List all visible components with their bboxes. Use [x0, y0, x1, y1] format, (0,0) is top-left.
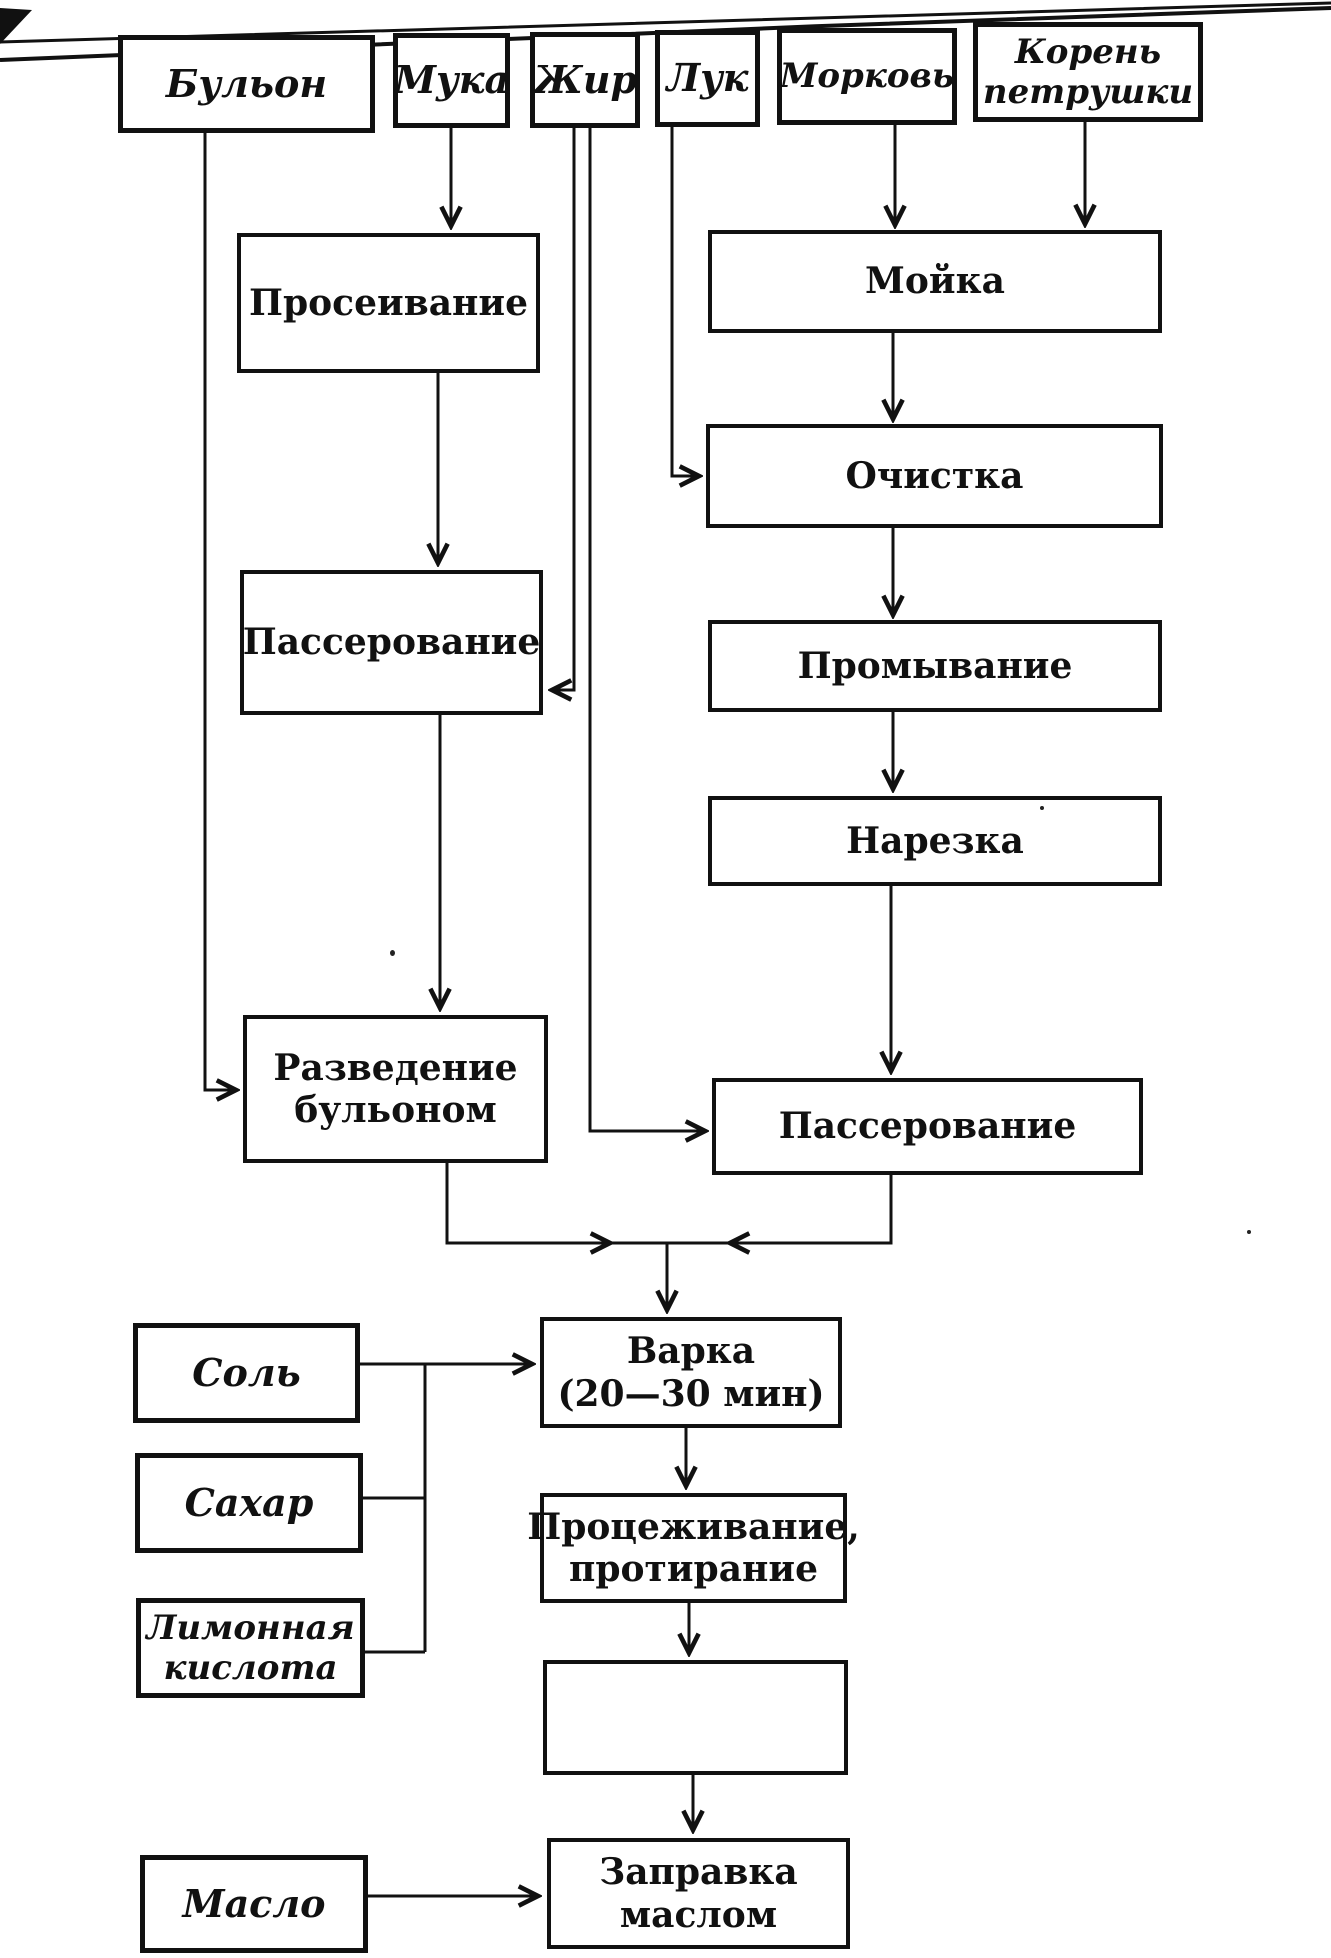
- ingredient-bulon: [118, 35, 375, 133]
- step-procezh-line2: протирание: [569, 1548, 818, 1590]
- connector-bulon-razved: [205, 133, 236, 1090]
- ingredient-morkov: [777, 28, 957, 125]
- step-narezka: [708, 796, 1162, 886]
- step-varka: [540, 1317, 842, 1428]
- ingredient-sahar: [135, 1453, 363, 1553]
- ink-speck: [1040, 806, 1044, 810]
- ingredient-koren-petrushki: [973, 22, 1203, 122]
- step-passerovanie-muka-label: Пассерование: [242, 621, 541, 664]
- ingredient-muka-label: Мука: [393, 57, 510, 103]
- step-promyvanie-label: Промывание: [797, 644, 1073, 687]
- step-passerovanie-muka: [240, 570, 543, 715]
- step-varka-line2: (20—30 мин): [557, 1372, 825, 1415]
- step-proseivanie: [237, 233, 540, 373]
- step-empty-box: [543, 1660, 848, 1775]
- ingredient-koren-line1: Корень: [1014, 31, 1162, 72]
- step-passerovanie-ovoshchi: [712, 1078, 1143, 1175]
- ingredient-morkov-label: Морковь: [779, 56, 955, 97]
- step-promyvanie: [708, 620, 1162, 712]
- step-mojka-label: Мойка: [865, 260, 1005, 303]
- connector-passer-ovosh-junction: [730, 1175, 891, 1243]
- step-razvedenie-line2: бульоном: [294, 1089, 497, 1131]
- step-procezh-line1: Процеживание,: [527, 1505, 860, 1548]
- step-mojka: [708, 230, 1162, 333]
- ingredient-sol: [133, 1323, 360, 1423]
- step-zapravka-line1: Заправка: [599, 1851, 798, 1894]
- step-zapravka-line2: маслом: [619, 1893, 778, 1936]
- step-varka-line1: Варка: [626, 1330, 756, 1373]
- connector-razved-junction: [447, 1163, 610, 1243]
- step-razvedenie-bulonom: [243, 1015, 548, 1163]
- ingredient-zhir: [530, 32, 640, 128]
- step-razvedenie-line1: Разведение: [273, 1046, 518, 1089]
- ink-speck: [1247, 1230, 1251, 1234]
- step-procezhivanie-protiranie: [527, 1493, 860, 1603]
- step-ochistka-label: Очистка: [845, 454, 1024, 497]
- ingredient-maslo-label: Масло: [182, 1880, 326, 1926]
- step-zapravka-maslom: [547, 1838, 850, 1949]
- ingredient-sahar-label: Сахар: [184, 1479, 314, 1525]
- ingredient-limonnaya-kislota: [136, 1598, 365, 1698]
- step-narezka-label: Нарезка: [846, 819, 1024, 862]
- connector-zhir-passer-ovosh: [590, 128, 705, 1131]
- step-proseivanie-label: Просеивание: [249, 281, 528, 324]
- ingredient-sol-label: Соль: [192, 1349, 301, 1395]
- ingredient-koren-line2: петрушки: [982, 72, 1194, 112]
- ingredient-zhir-label: Жир: [532, 56, 638, 102]
- ingredient-luk: [655, 30, 760, 127]
- ingredient-limon-line1: Лимонная: [146, 1607, 355, 1648]
- ingredient-limon-line2: кислота: [163, 1648, 338, 1688]
- ingredient-muka: [393, 33, 510, 128]
- ingredient-bulon-label: Бульон: [165, 60, 328, 106]
- connector-zhir-passer-muka: [552, 128, 574, 690]
- ingredient-maslo: [140, 1855, 368, 1953]
- scan-artifact-corner: [0, 8, 32, 44]
- step-passerovanie-ovoshchi-label: Пассерование: [778, 1105, 1077, 1148]
- step-ochistka: [706, 424, 1163, 528]
- connector-luk-ochistka: [672, 127, 699, 476]
- ink-speck: [390, 950, 395, 956]
- ingredient-luk-label: Лук: [666, 55, 749, 101]
